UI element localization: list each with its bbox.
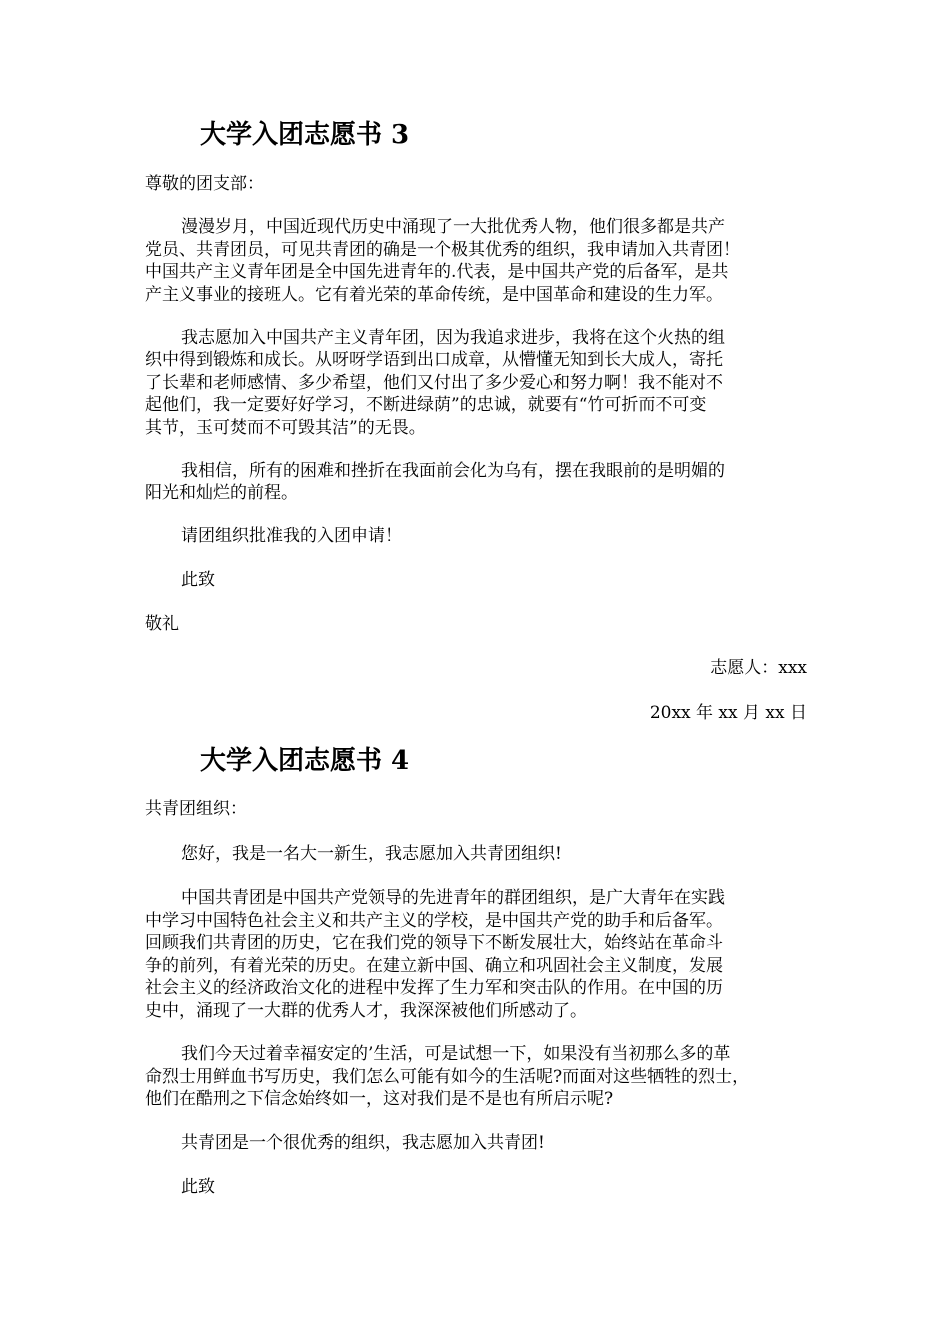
letter3-p2-line3: 了长辈和老师感情、多少希望，他们又付出了多少爱心和努力啊！我不能对不 [145,373,723,393]
letter3-p4-line1: 请团组织批准我的入团申请！ [181,526,402,546]
letter3-date: 20xx 年 xx 月 xx 日 [649,703,807,723]
letter4-p2-line5: 社会主义的经济政治文化的进程中发挥了生力军和突击队的作用。在中国的历 [145,978,723,998]
letter3-p1-line1: 漫漫岁月，中国近现代历史中涌现了一大批优秀人物，他们很多都是共产 [181,217,725,237]
letter3-p2-line5: 其节，玉可焚而不可毁其洁”的无畏。 [145,418,426,438]
letter3-p1-line3: 中国共产主义青年团是全中国先进青年的.代表，是中国共产党的后备军，是共 [145,262,729,282]
letter4-title: 大学入团志愿书 4 [200,746,410,776]
letter3-closing2: 敬礼 [145,614,179,634]
letter3-p1-line4: 产主义事业的接班人。它有着光荣的革命传统，是中国革命和建设的生力军。 [145,285,723,305]
letter4-p2-line6: 史中，涌现了一大群的优秀人才，我深深被他们所感动了。 [145,1001,587,1021]
letter3-p2-line2: 织中得到锻炼和成长。从呀呀学语到出口成章，从懵懂无知到长大成人，寄托 [145,350,723,370]
letter4-p1-line1: 您好，我是一名大一新生，我志愿加入共青团组织! [181,844,562,864]
letter4-p3-line1: 我们今天过着幸福安定的’生活，可是试想一下，如果没有当初那么多的革 [181,1044,731,1064]
letter3-salutation: 尊敬的团支部： [145,174,264,194]
letter3-p3-line2: 阳光和灿烂的前程。 [145,483,298,503]
letter4-p2-line1: 中国共青团是中国共产党领导的先进青年的群团组织，是广大青年在实践 [181,888,725,908]
letter3-p3-line1: 我相信，所有的困难和挫折在我面前会化为乌有，摆在我眼前的是明媚的 [181,461,725,481]
letter4-p2-line2: 中学习中国特色社会主义和共产主义的学校，是中国共产党的助手和后备军。 [145,911,723,931]
letter3-p1-line2: 党员、共青团员，可见共青团的确是一个极其优秀的组织，我申请加入共青团！ [145,240,740,260]
letter3-p2-line4: 起他们，我一定要好好学习，不断进绿荫”的忠诚，就要有“竹可折而不可变 [145,395,707,415]
letter3-closing1: 此致 [181,570,215,590]
letter4-p2-line4: 争的前列，有着光荣的历史。在建立新中国、确立和巩固社会主义制度，发展 [145,956,723,976]
letter4-closing1: 此致 [181,1177,215,1197]
letter3-title: 大学入团志愿书 3 [200,120,410,150]
letter4-p2-line3: 回顾我们共青团的历史，它在我们党的领导下不断发展壮大，始终站在革命斗 [145,933,723,953]
letter3-p2-line1: 我志愿加入中国共产主义青年团，因为我追求进步，我将在这个火热的组 [181,328,725,348]
letter4-salutation: 共青团组织： [145,799,247,819]
letter3-signature: 志愿人：xxx [710,658,807,678]
letter4-p4-line1: 共青团是一个很优秀的组织，我志愿加入共青团! [181,1133,545,1153]
letter4-p3-line2: 命烈士用鲜血书写历史，我们怎么可能有如今的生活呢?而面对这些牺牲的烈士， [145,1067,750,1087]
letter4-p3-line3: 他们在酷刑之下信念始终如一，这对我们是不是也有所启示呢? [145,1089,614,1109]
